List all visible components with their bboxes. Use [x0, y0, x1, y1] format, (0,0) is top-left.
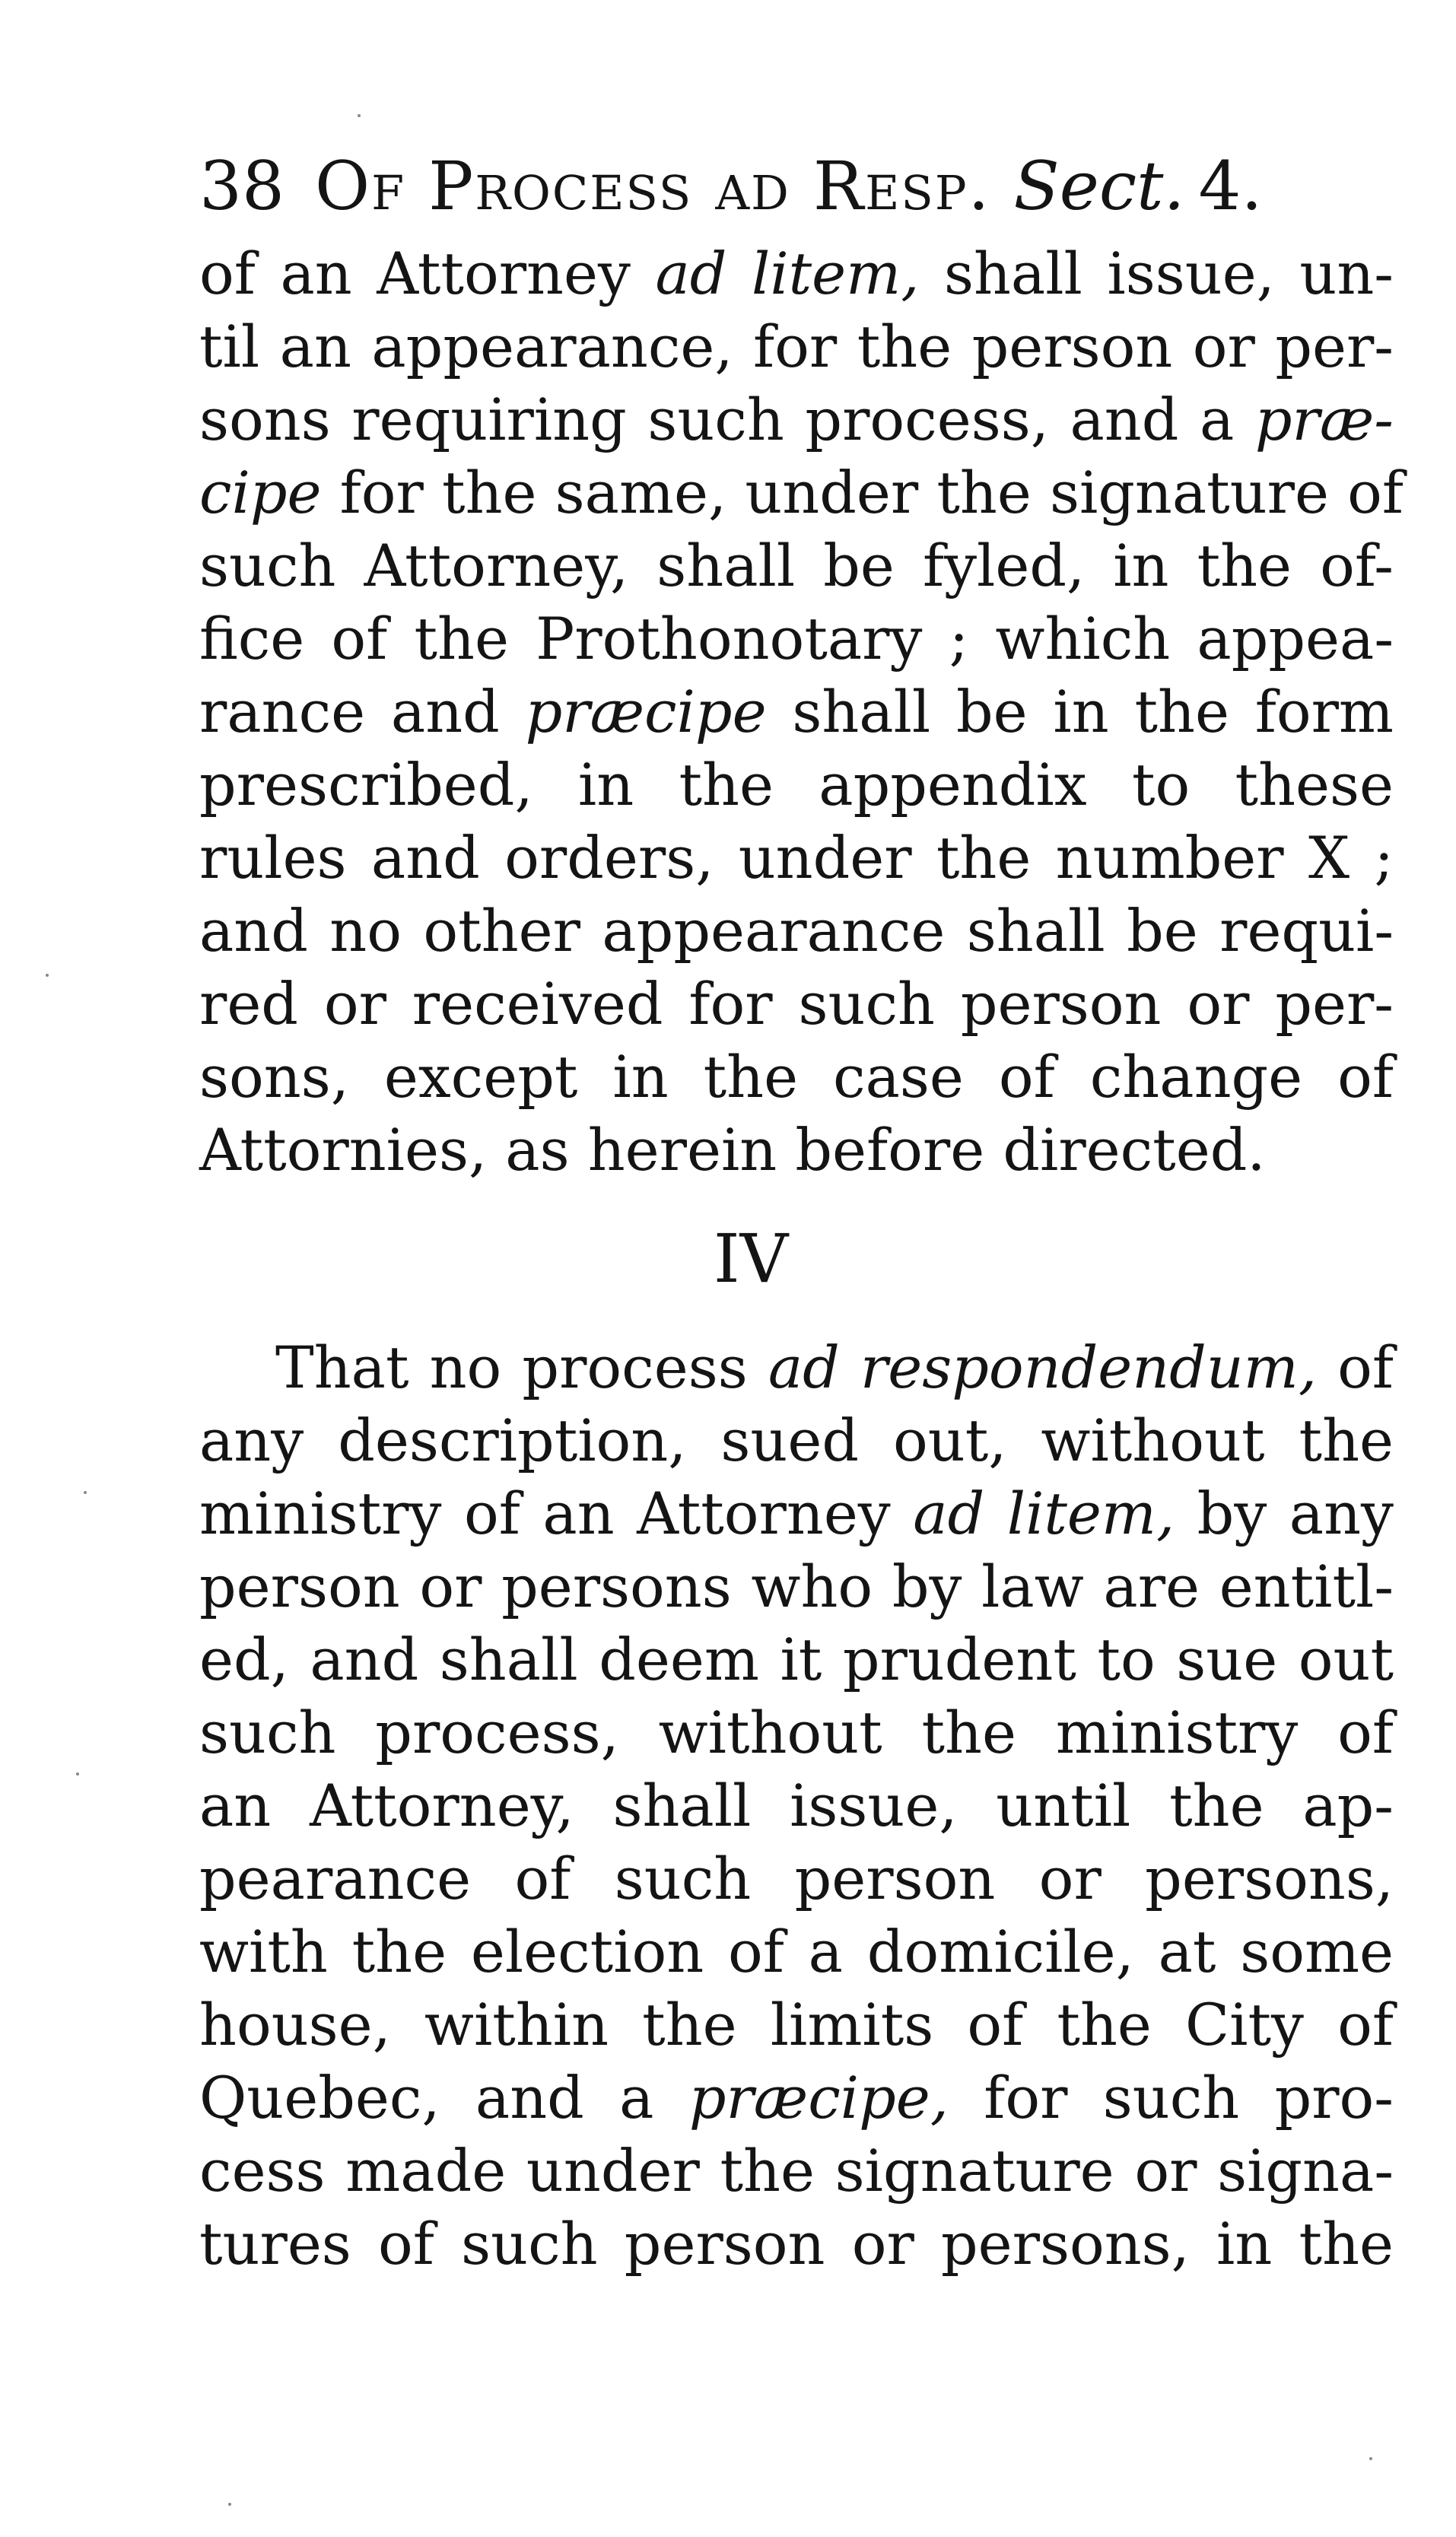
- text-run: person or persons who by law are entitl-: [199, 1553, 1394, 1620]
- text-line: [199, 2135, 1394, 2208]
- text-run: red or received for such person or per-: [199, 970, 1394, 1038]
- text-run: pearance of such person or persons,: [199, 1845, 1394, 1912]
- text-line: [199, 1550, 1394, 1623]
- text-line: [199, 1696, 1394, 1769]
- section-numeral: IV: [713, 1219, 789, 1298]
- text-line: [199, 1989, 1394, 2062]
- italic-text: ad respondendum,: [768, 1334, 1317, 1401]
- scan-speck: [46, 974, 49, 977]
- section-number: 4.: [1198, 147, 1263, 225]
- text-run: of an Attorney: [199, 240, 656, 307]
- text-line: [199, 1331, 1394, 1404]
- text-line: [199, 1041, 1394, 1114]
- running-header: [199, 145, 1394, 228]
- text-line: [199, 1404, 1394, 1477]
- text-run: rules and orders, under the number X ;: [199, 824, 1394, 892]
- text-run: Attornies, as herein before directed.: [199, 1116, 1266, 1184]
- section-label: Sect.: [1013, 147, 1185, 225]
- text-run: til an appearance, for the person or per-: [199, 313, 1394, 380]
- text-run: an Attorney, shall issue, until the ap-: [199, 1772, 1394, 1839]
- italic-text: præcipe,: [688, 2064, 949, 2132]
- italic-text: ad litem,: [913, 1480, 1175, 1547]
- text-run: such process, without the ministry of: [199, 1699, 1394, 1766]
- italic-text: præ-: [1254, 386, 1394, 453]
- running-title: Of Process ad Resp.: [314, 147, 991, 225]
- text-run: any description, sued out, without the: [199, 1407, 1394, 1474]
- scan-speck: [76, 1772, 79, 1776]
- paragraph-continued: [199, 237, 1404, 1187]
- text-run: tures of such person or persons, in the: [199, 2210, 1394, 2278]
- scan-speck: [84, 1491, 87, 1494]
- text-run: sons requiring such process, and a: [199, 386, 1255, 453]
- text-run: shall be in the form: [766, 678, 1394, 746]
- text-run: That no process: [275, 1334, 768, 1401]
- text-run: by any: [1175, 1480, 1394, 1547]
- text-line: [199, 1477, 1394, 1550]
- text-line: [199, 237, 1394, 310]
- text-line: [199, 968, 1394, 1041]
- text-line: [199, 456, 1404, 529]
- text-line: [199, 895, 1394, 968]
- text-line: [199, 1769, 1394, 1842]
- text-line: [199, 749, 1394, 822]
- text-run: rance and: [199, 678, 526, 746]
- text-line: [199, 602, 1394, 676]
- text-run: of: [1316, 1334, 1394, 1401]
- text-run: for such pro-: [948, 2064, 1394, 2132]
- text-run: sons, except in the case of change of: [199, 1043, 1394, 1111]
- text-run: ministry of an Attorney: [199, 1480, 914, 1547]
- text-line: [199, 822, 1394, 895]
- text-run: ed, and shall deem it prudent to sue out: [199, 1626, 1394, 1693]
- text-line: [199, 1114, 1394, 1187]
- text-line: [199, 676, 1394, 749]
- italic-text: cipe: [199, 459, 322, 526]
- text-line: [199, 1623, 1394, 1696]
- scan-speck: [358, 114, 361, 117]
- page-number: 38: [199, 147, 285, 225]
- text-line: [199, 529, 1394, 602]
- italic-text: præcipe: [525, 678, 767, 746]
- text-line: [199, 1915, 1394, 1989]
- text-run: Quebec, and a: [199, 2064, 689, 2132]
- text-run: for the same, under the signature of: [321, 459, 1404, 526]
- text-line: [199, 2208, 1394, 2281]
- italic-text: ad litem,: [655, 240, 920, 307]
- text-run: cess made under the signature or signa-: [199, 2137, 1394, 2205]
- text-run: house, within the limits of the City of: [199, 1991, 1394, 2059]
- text-line: [199, 1842, 1394, 1915]
- text-run: with the election of a domicile, at some: [199, 1918, 1394, 1985]
- text-run: such Attorney, shall be fyled, in the of-: [199, 532, 1394, 599]
- paragraph-rule-iv: [199, 1331, 1394, 2281]
- text-run: prescribed, in the appendix to these: [199, 751, 1394, 819]
- text-line: [199, 310, 1394, 383]
- text-line: [199, 2062, 1394, 2135]
- scan-speck: [228, 2503, 231, 2506]
- scan-speck: [1369, 2457, 1372, 2460]
- text-run: and no other appearance shall be requi-: [199, 897, 1394, 965]
- book-page: [199, 145, 1404, 2281]
- text-run: fice of the Prothonotary ; which appea-: [199, 605, 1394, 672]
- text-run: shall issue, un-: [919, 240, 1394, 307]
- text-line: [199, 383, 1394, 456]
